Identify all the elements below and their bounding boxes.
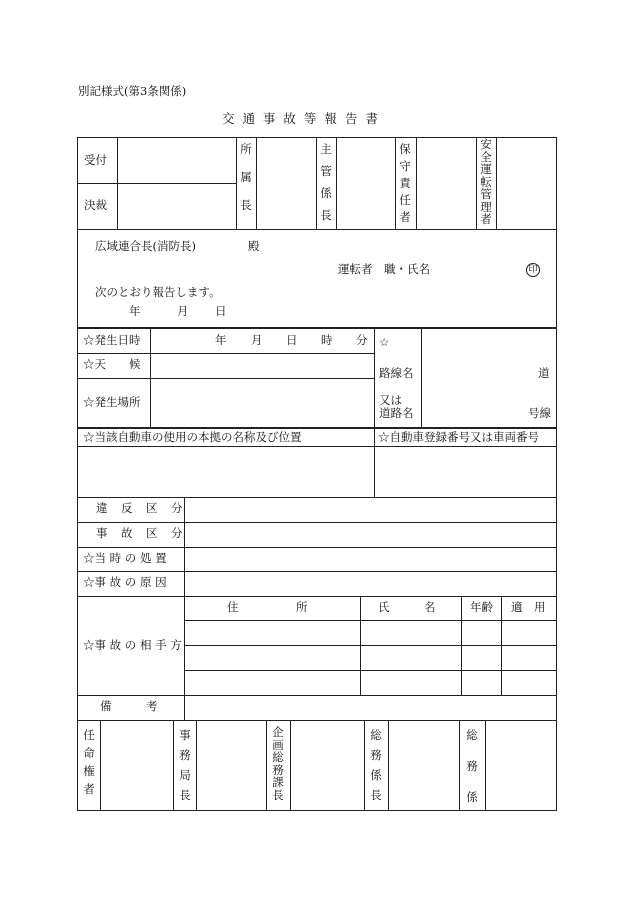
somu-kakari-stamp-field[interactable] [486,721,556,810]
report-date-day: 日 [215,304,227,318]
shukan-kakaricho-label: 主 管 係 長 [320,142,332,222]
seal-icon: 印 [526,263,540,277]
shukan-kakaricho-stamp-field[interactable] [337,138,395,229]
shozoku-cho-label: 所 属 長 [240,142,252,212]
driver-label: 運転者 職・氏名 [338,262,430,276]
datetime-minute: 分 [356,333,368,347]
hoshu-sekininsha-label: 保 守 責 任 者 [399,142,411,224]
form-reference: 別記様式(第3条関係) [78,84,187,98]
report-date-month: 月 [177,304,189,318]
violation-field[interactable] [185,498,556,522]
road-name-label: 道路名 [379,406,414,420]
jimukyokucho-label: 事 務 局 長 [179,728,191,802]
uketsuke-stamp-field[interactable] [118,138,236,183]
violation-label: 違 反 区 分 [96,501,184,515]
place-field[interactable] [151,379,374,428]
road-suffix: 道 [538,366,550,380]
ninmeiken-stamp-field[interactable] [101,721,173,810]
weather-field[interactable] [151,354,374,378]
route-field[interactable] [422,329,556,428]
other-party-row-1[interactable] [185,621,556,645]
kessai-label: 決裁 [84,198,107,212]
route-no-suffix: 号線 [528,406,551,420]
other-party-label: ☆事 故 の 相 手 方 [83,638,182,652]
remarks-field[interactable] [185,696,556,720]
jimukyokucho-stamp-field[interactable] [197,721,266,810]
kessai-stamp-field[interactable] [118,184,236,229]
datetime-day: 日 [286,333,298,347]
vehicle-base-field[interactable] [78,447,374,497]
apply-column-header: 適 用 [511,600,546,614]
route-star: ☆ [379,335,390,349]
kikaku-somu-kacho-label: 企 画 総 務 課 長 [272,725,284,802]
anzen-unten-kanrisha-stamp-field[interactable] [497,138,556,229]
datetime-year: 年 [215,333,227,347]
driver-name-field[interactable] [440,260,522,278]
addressee: 広域連合長(消防長) [95,239,196,253]
other-party-row-3[interactable] [185,671,556,695]
anzen-unten-kanrisha-label: 安 全 運 転 管 理 者 [480,137,492,226]
somu-kakari-label: 総 務 係 [466,728,478,804]
remarks-label: 備 考 [100,699,158,713]
hoshu-sekininsha-stamp-field[interactable] [417,138,476,229]
cause-label: ☆事 故 の 原 因 [83,575,167,589]
vehicle-base-label: ☆当該自動車の使用の本拠の名称及び位置 [83,430,302,444]
dono: 殿 [248,239,260,253]
form-title: 交 通 事 故 等 報 告 書 [222,111,380,126]
vehicle-reg-field[interactable] [375,447,556,497]
kikaku-somu-kacho-stamp-field[interactable] [291,721,364,810]
datetime-label: ☆発生日時 [83,333,141,347]
uketsuke-label: 受付 [84,153,107,167]
cause-field[interactable] [185,572,556,596]
datetime-hour: 時 [321,333,333,347]
weather-label: ☆天 候 [83,357,141,371]
report-date-year: 年 [129,304,141,318]
address-column-header: 住 所 [227,600,308,614]
report-text: 次のとおり報告します。 [95,285,221,299]
shozoku-cho-stamp-field[interactable] [257,138,316,229]
accident-type-label: 事 故 区 分 [96,526,184,540]
place-label: ☆発生場所 [83,395,141,409]
measures-label: ☆当 時 の 処 置 [83,551,167,565]
or-label: 又は [379,393,402,407]
datetime-month: 月 [251,333,263,347]
name-column-header: 氏 名 [378,600,436,614]
vehicle-reg-label: ☆自動車登録番号又は車両番号 [378,430,539,444]
route-name-label: 路線名 [379,366,414,380]
other-party-row-2[interactable] [185,646,556,670]
age-column-header: 年齢 [470,600,493,614]
ninmeiken-label: 任 命 権 者 [83,728,95,796]
somu-kakaricho-stamp-field[interactable] [389,721,459,810]
accident-type-field[interactable] [185,523,556,547]
somu-kakaricho-label: 総 務 係 長 [370,728,382,802]
measures-field[interactable] [185,548,556,571]
